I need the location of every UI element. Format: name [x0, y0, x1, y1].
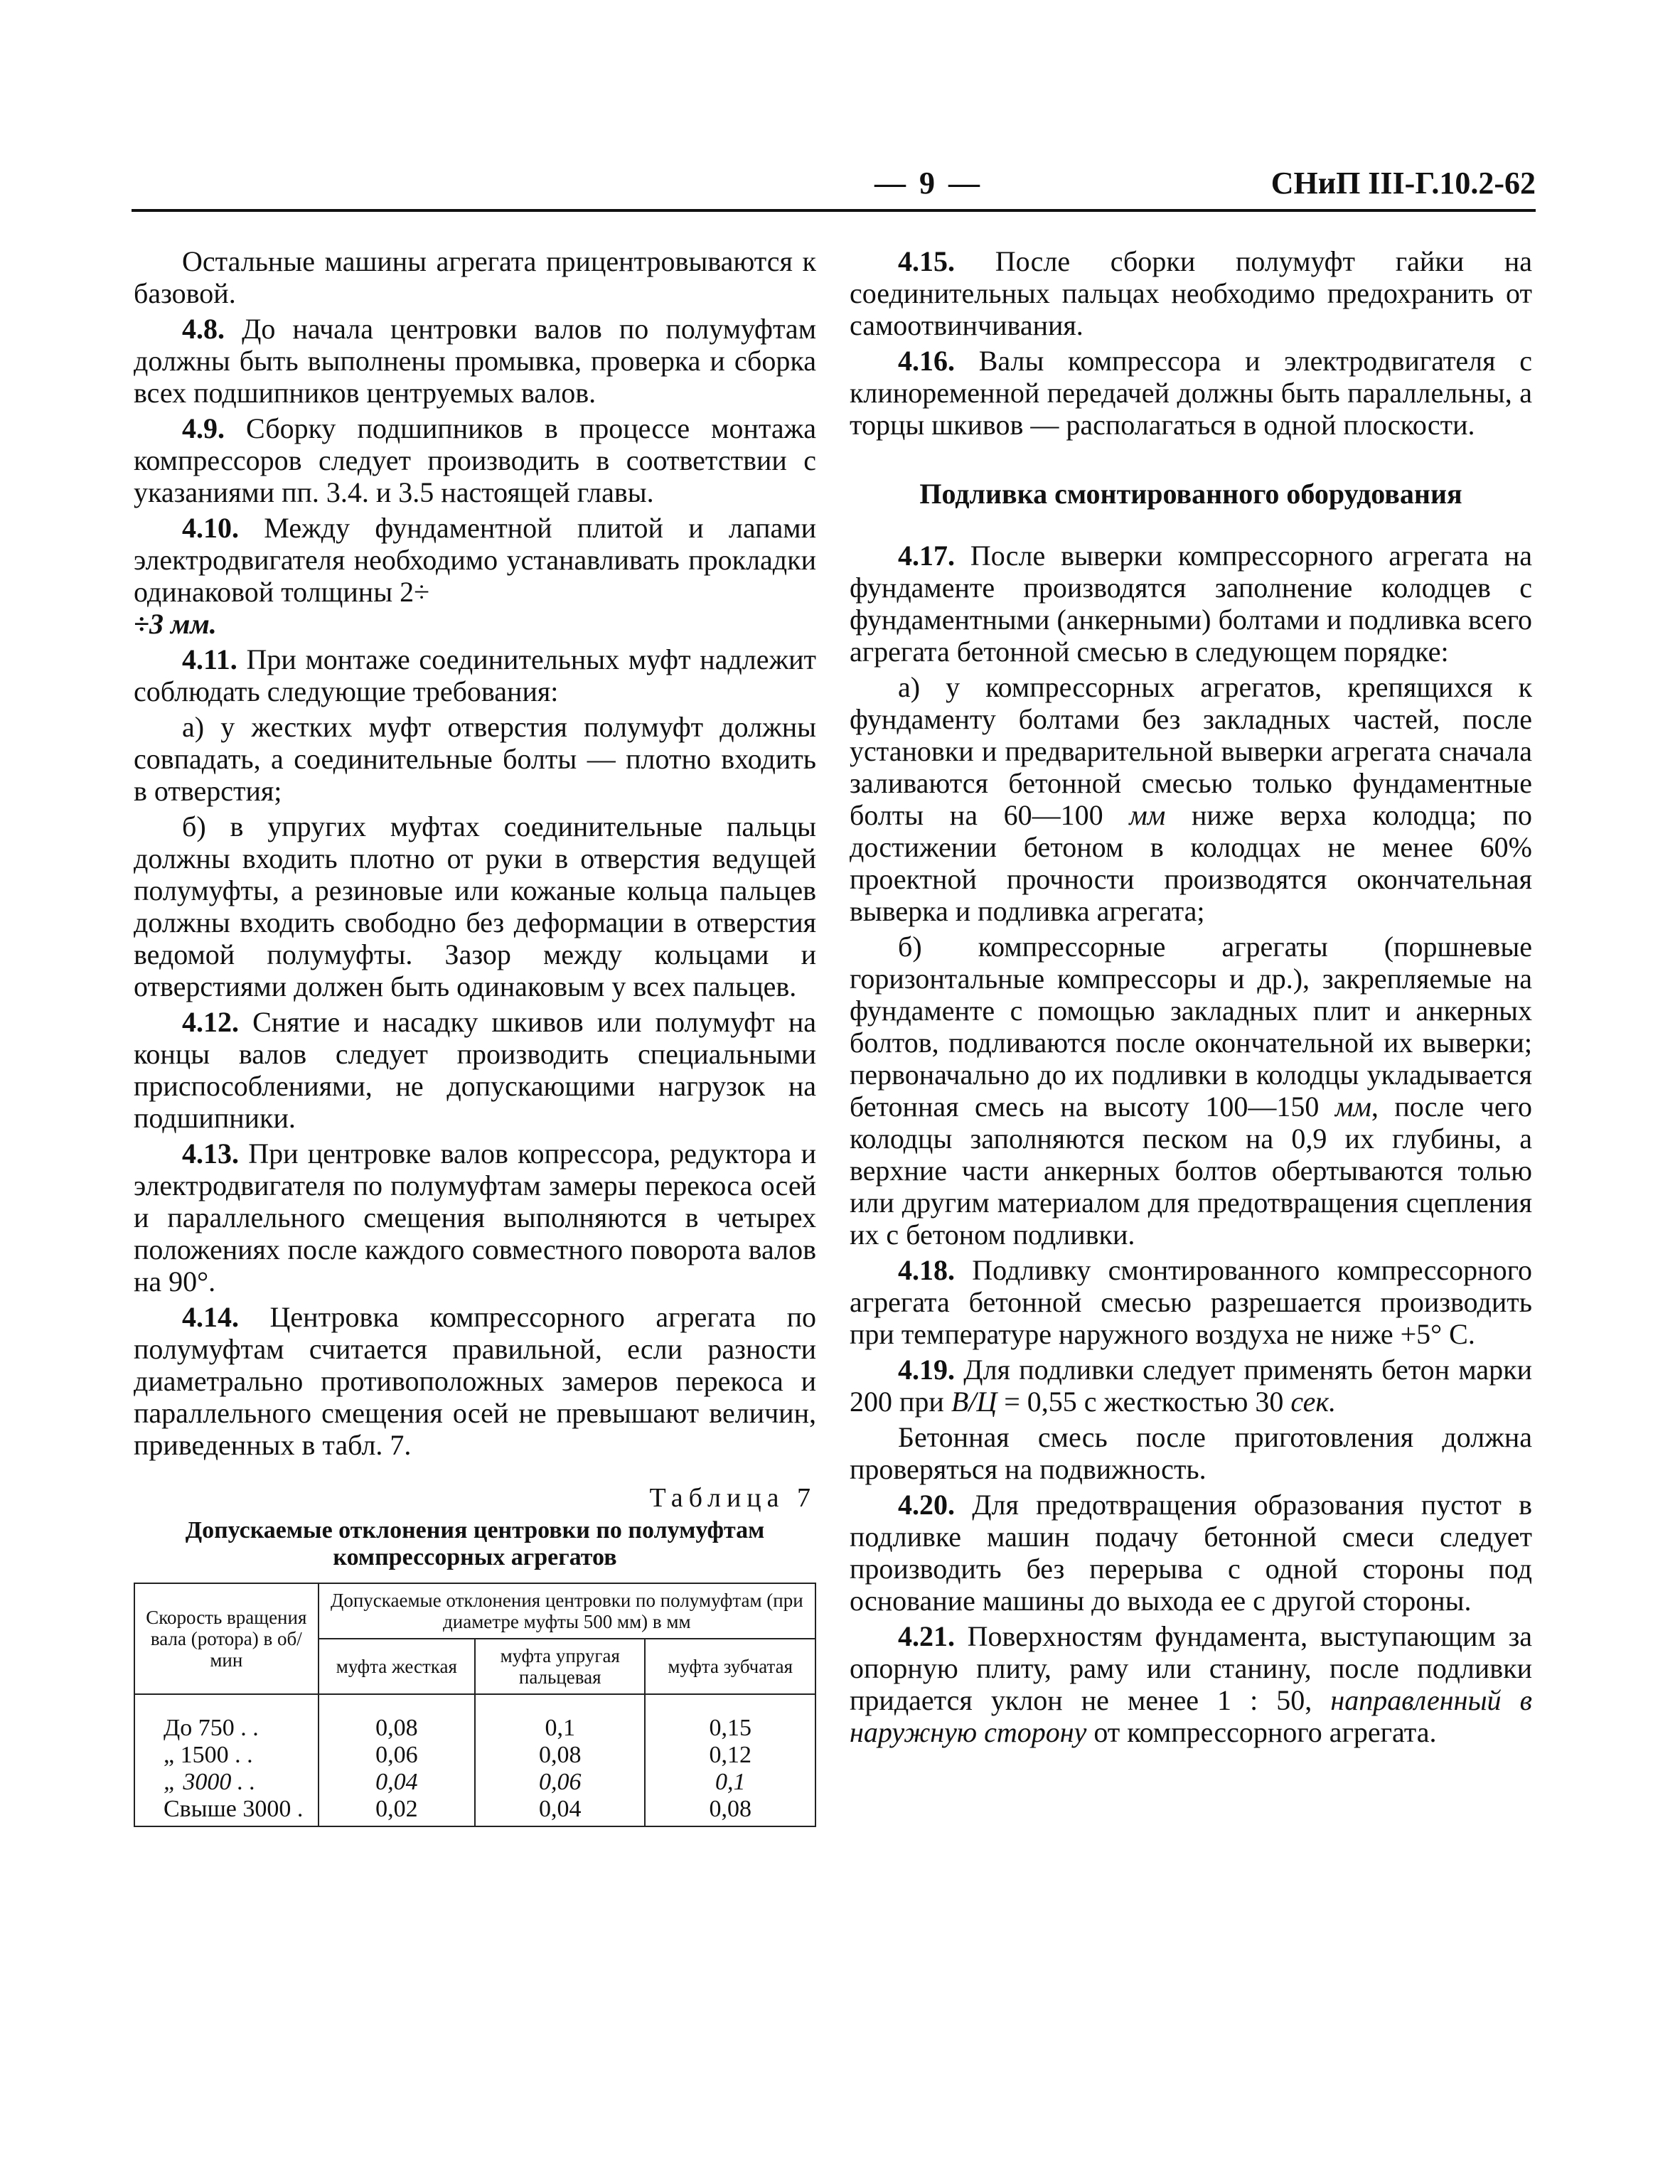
paragraph-4-13: [134, 1138, 816, 1297]
table-row: [134, 1769, 815, 1796]
clause-text: Валы компрессора и электродвигателя с клиноременной передачей должны быть параллельны, а торцы шкивов — располагаться в одной плоскости.: [850, 345, 1532, 441]
paragraph-4-19-b: Бетонная смесь после приготовления должна проверяться на подвижность.: [850, 1421, 1532, 1485]
cell-speed: До 750 . .: [134, 1694, 319, 1742]
clause-text: , после чего колодцы заполняются песком на 0,9 их глубины, а верхние части анкерных болтов обертываются толью или другим материалом для предотвращения сцепления их с бетоном подливки.: [850, 1091, 1532, 1251]
cell-rigid: 0,08: [319, 1694, 475, 1742]
clause-text: Поверхностям фундамента, выступающим за опорную плиту, раму или станину, после подливки придается уклон не менее 1 : 50,: [850, 1620, 1532, 1716]
clause-number: 4.10.: [182, 512, 239, 544]
page-header: [135, 165, 1536, 209]
clause-text: Сборку подшипников в процессе монтажа компрессоров следует производить в соответствии с указаниями пп. 3.4. и 3.5 настоящей главы.: [134, 412, 816, 508]
clause-text: Для подливки следует применять бетон марки 200 при: [850, 1354, 1532, 1418]
cell-elastic: 0,1: [475, 1694, 646, 1742]
cell-gear: 0,12: [645, 1742, 815, 1769]
clause-text: от компрессорного агрегата.: [1086, 1716, 1437, 1748]
clause-text-tail: ÷3 мм.: [134, 608, 217, 640]
page-number: — 9 —: [874, 166, 983, 200]
clause-number: 4.15.: [898, 245, 955, 277]
clause-text: При центровке валов копрессора, редуктора и электродвигателя по полумуфтам замеры перекоса осей и параллельного смещения выполняются в четырех положениях после каждого совместного поворота валов на 90°.: [134, 1138, 816, 1297]
paragraph-4-9: [134, 412, 816, 508]
clause-text: б) компрессорные агрегаты (поршневые горизонтальные компрессоры и др.), закрепляемые на фундаменте с помощью закладных плит и анкерных болтов, подливаются после окончательной их выверки; первоначально до их подливки в колодцы укладывается бетонная смесь на высоту 100—150: [850, 931, 1532, 1123]
unit-text: сек.: [1290, 1386, 1337, 1418]
header-gear: муфта зубчатая: [645, 1639, 815, 1694]
paragraph-4-10: [134, 512, 816, 640]
clause-number: 4.18.: [898, 1254, 955, 1286]
clause-number: 4.9.: [182, 412, 225, 444]
clause-number: 4.11.: [182, 643, 237, 675]
cell-elastic: 0,04: [475, 1796, 646, 1826]
ratio-text: В/Ц: [951, 1386, 997, 1418]
clause-text: Снятие и насадку шкивов или полумуфт на концы валов следует производить специальными приспособлениями, не допускающими нагрузок на подшипники.: [134, 1006, 816, 1134]
clause-number: 4.21.: [898, 1620, 955, 1652]
paragraph-4-21: [850, 1620, 1532, 1748]
paragraph-4-17-a: [850, 671, 1532, 927]
header-rigid: муфта жесткая: [319, 1639, 475, 1694]
table-label: Таблица 7: [649, 1483, 816, 1513]
section-title: Подливка смонтированного оборудования: [919, 478, 1462, 510]
paragraph-4-8: [134, 313, 816, 409]
unit-text: мм: [1129, 799, 1166, 831]
cell-speed: Свыше 3000 .: [134, 1796, 319, 1826]
cell-elastic: 0,06: [475, 1769, 646, 1796]
header-speed: Скорость вращения вала (ротора) в об/мин: [134, 1583, 319, 1694]
table-row: [134, 1742, 815, 1769]
cell-speed: „ 3000 . .: [134, 1769, 319, 1796]
paragraph-4-16: [850, 345, 1532, 441]
cell-elastic: 0,08: [475, 1742, 646, 1769]
cell-rigid: 0,02: [319, 1796, 475, 1826]
unit-text: мм: [1334, 1091, 1371, 1123]
clause-text: После выверки компрессорного агрегата на фундаменте производятся заполнение колодцев с фундаментными (анкерными) болтами и подливка всего агрегата бетонной смесью в следующем порядке:: [850, 540, 1532, 668]
table-title: Допускаемые отклонения центровки по полумуфтам компрессорных агрегатов: [185, 1517, 765, 1570]
clause-text: а) у компрессорных агрегатов, крепящихся к фундаменту болтами без закладных частей, после установки и предварительной выверки агрегата сначала заливаются бетонной смесью только фундаментные болты на 60—100: [850, 671, 1532, 831]
header-deviations: Допускаемые отклонения центровки по полумуфтам (при диаметре муфты 500 мм) в мм: [319, 1583, 815, 1639]
clause-number: 4.19.: [898, 1354, 955, 1386]
paragraph-4-12: [134, 1006, 816, 1134]
cell-gear: 0,1: [645, 1769, 815, 1796]
clause-text: Для предотвращения образования пустот в подливке машин подачу бетонной смеси следует производить без перерыва с одной стороны под основание машины до выхода ее с другой стороны.: [850, 1489, 1532, 1617]
paragraph-4-15: [850, 245, 1532, 341]
clause-number: 4.8.: [182, 313, 225, 345]
clause-text: После сборки полумуфт гайки на соединительных пальцах необходимо предохранить от самоотвинчивания.: [850, 245, 1532, 341]
paragraph-4-17-b: [850, 931, 1532, 1251]
clause-text: При монтаже соединительных муфт надлежит соблюдать следующие требования:: [134, 643, 816, 707]
paragraph-4-11-b: б) в упругих муфтах соединительные пальцы должны входить плотно от руки в отверстия ведущей полумуфты, а резиновые или кожаные кольца пальцев должны входить свободно без деформации в отверстия ведомой полумуфты. Зазор между кольцами и отверстиями должен быть одинаковым у всех пальцев.: [134, 810, 816, 1002]
cell-speed: „ 1500 . .: [134, 1742, 319, 1769]
cell-rigid: 0,06: [319, 1742, 475, 1769]
clause-text: = 0,55 с жесткостью 30: [997, 1386, 1291, 1418]
clause-number: 4.20.: [898, 1489, 955, 1521]
clause-number: 4.13.: [182, 1138, 239, 1169]
document-code: СНиП III-Г.10.2-62: [1270, 166, 1536, 200]
right-column: [850, 245, 1532, 1748]
deviation-table: [134, 1583, 816, 1827]
paragraph-4-20: [850, 1489, 1532, 1617]
clause-number: 4.17.: [898, 540, 955, 572]
clause-number: 4.14.: [182, 1301, 239, 1333]
clause-number: 4.12.: [182, 1006, 239, 1038]
clause-text: Центровка компрессорного агрегата по полумуфтам считается правильной, если разности диаметрально противоположных замеров перекоса и параллельного смещения осей не превышают величин, приведенных в табл. 7.: [134, 1301, 816, 1461]
cell-gear: 0,15: [645, 1694, 815, 1742]
table-row: [134, 1694, 815, 1742]
paragraph-4-18: [850, 1254, 1532, 1350]
emphasis-text: направленный в наружную сторону: [850, 1684, 1532, 1748]
paragraph-4-19: [850, 1354, 1532, 1418]
header-elastic: муфта упругая пальцевая: [475, 1639, 646, 1694]
left-column: [134, 245, 816, 1827]
clause-text: Между фундаментной плитой и лапами электродвигателя необходимо устанавливать прокладки одинаковой толщины 2÷: [134, 512, 816, 608]
cell-rigid: 0,04: [319, 1769, 475, 1796]
paragraph-4-17: [850, 540, 1532, 668]
paragraph-4-11-a: а) у жестких муфт отверстия полумуфт должны совпадать, а соединительные болты — плотно входить в отверстия;: [134, 711, 816, 807]
header-rule: [132, 209, 1536, 212]
clause-number: 4.16.: [898, 345, 955, 377]
paragraph-intro: Остальные машины агрегата прицентровываются к базовой.: [134, 245, 816, 309]
paragraph-4-11: [134, 643, 816, 707]
paragraph-4-14: [134, 1301, 816, 1461]
clause-text: Подливку смонтированного компрессорного агрегата бетонной смесью разрешается производить при температуре наружного воздуха не ниже +5° С.: [850, 1254, 1532, 1350]
cell-gear: 0,08: [645, 1796, 815, 1826]
clause-text: ниже верха колодца; по достижении бетоном в колодцах не менее 60% проектной прочности производятся окончательная выверка и подливка агрегата;: [850, 799, 1532, 927]
table-row: [134, 1796, 815, 1826]
clause-text: До начала центровки валов по полумуфтам должны быть выполнены промывка, проверка и сборка всех подшипников центруемых валов.: [134, 313, 816, 409]
